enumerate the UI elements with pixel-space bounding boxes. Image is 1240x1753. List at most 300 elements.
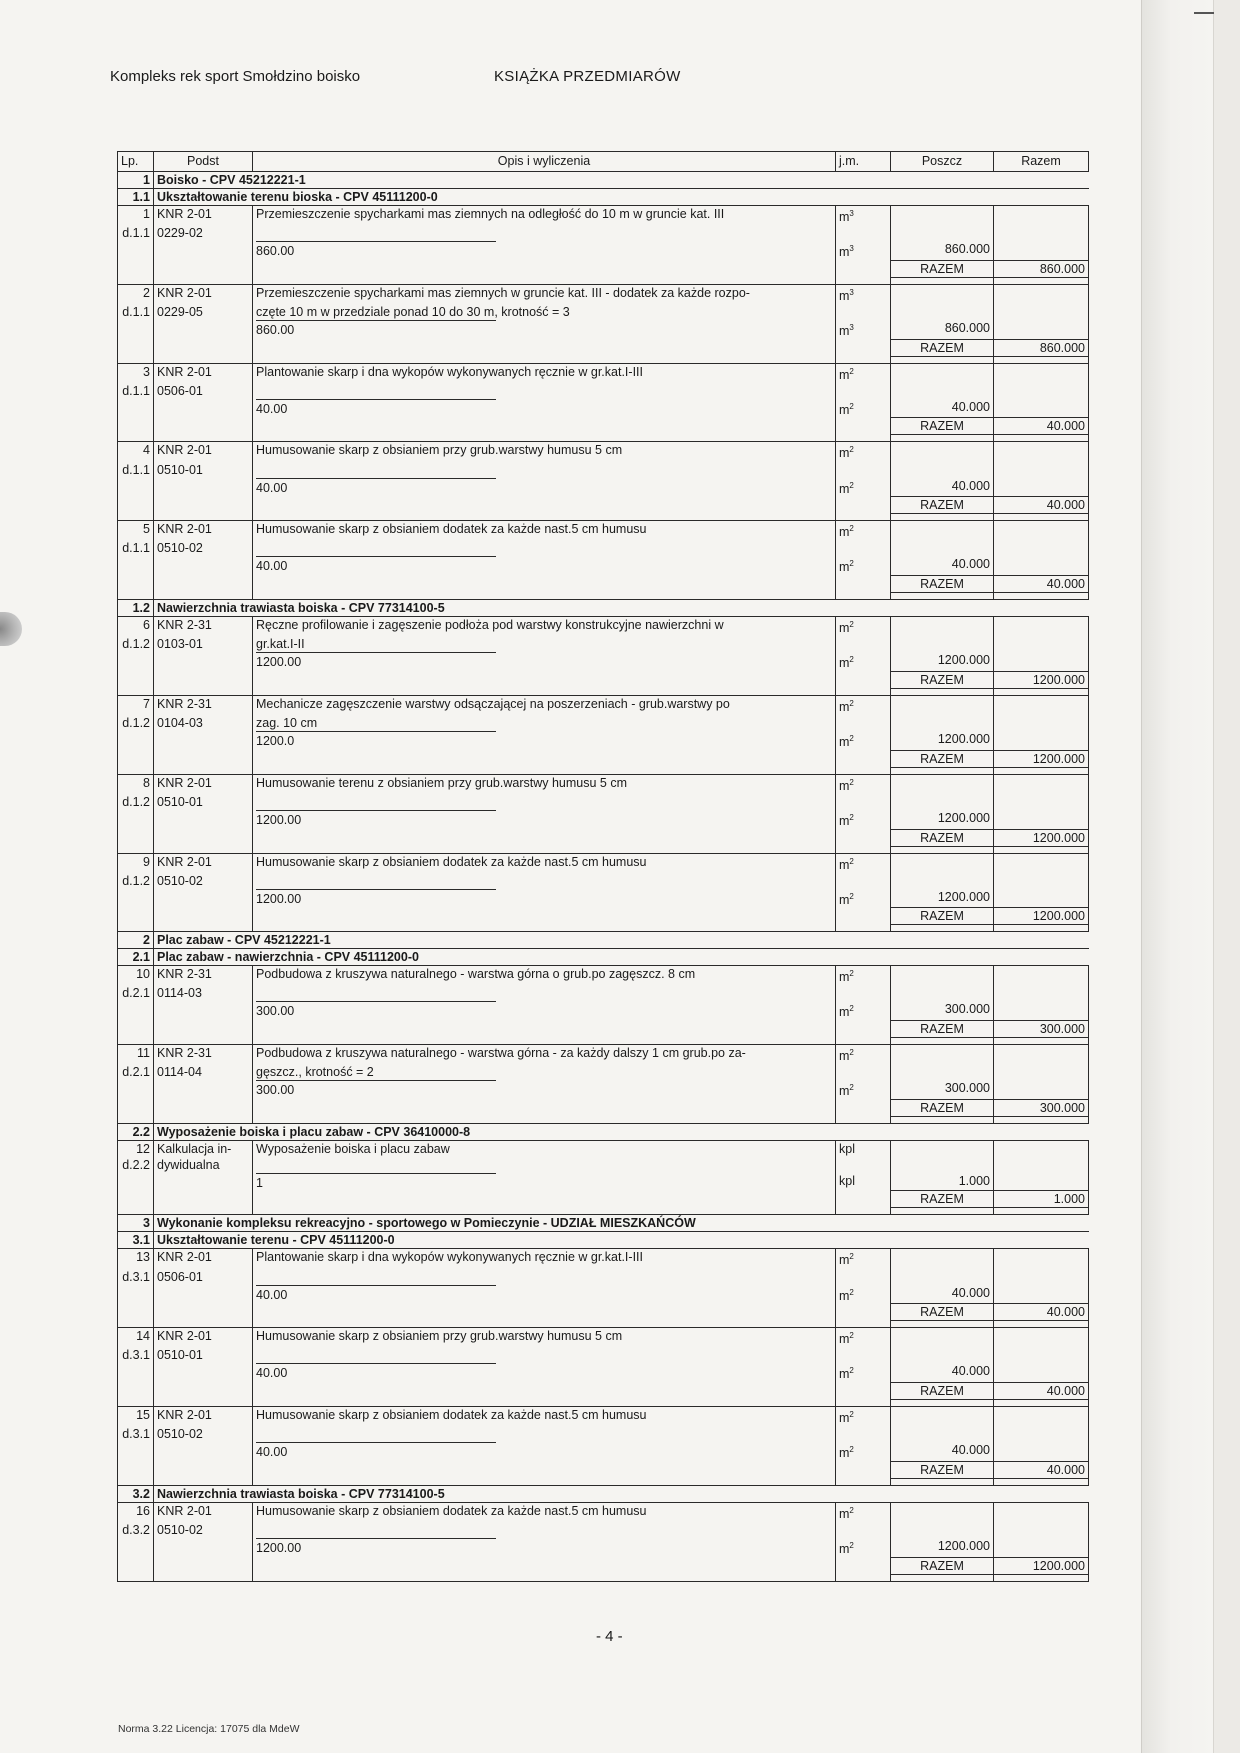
- blank-cell: [154, 908, 253, 925]
- unit-text: m: [839, 735, 850, 750]
- item-basis-line2: 0510-01: [154, 794, 253, 810]
- blank-cell: [118, 1442, 154, 1461]
- section-title: Ukształtowanie terenu - CPV 45111200-0: [154, 1232, 1089, 1249]
- item-basis-line1: KNR 2-01: [154, 521, 253, 541]
- item-ref: d.2.2: [118, 1157, 154, 1173]
- blank-cell: [836, 1038, 891, 1045]
- blank-cell: [891, 1426, 994, 1442]
- item-row-cont: [118, 1347, 1089, 1363]
- section-number: 3.1: [118, 1232, 154, 1249]
- item-razem-empty: [994, 774, 1089, 794]
- blank-cell: [253, 1304, 836, 1321]
- item-calc-row: [118, 399, 1089, 418]
- item-basis-line2: 0229-02: [154, 225, 253, 241]
- blank-cell: [154, 576, 253, 593]
- calculation-value: 40.00: [256, 399, 496, 417]
- blank-cell: [836, 1347, 891, 1363]
- blank-cell: [253, 497, 836, 514]
- item-description-line2: zag. 10 cm: [253, 715, 836, 731]
- section-number: 3.2: [118, 1485, 154, 1502]
- blank-cell: [118, 1478, 154, 1485]
- unit-text: m: [839, 814, 850, 828]
- blank-cell: [154, 688, 253, 695]
- item-calc-row: [118, 1538, 1089, 1557]
- item-razem-row: [118, 829, 1089, 846]
- item-ref: d.2.1: [118, 1064, 154, 1080]
- item-poszcz: 860.000: [891, 320, 994, 339]
- blank-cell: [154, 1574, 253, 1581]
- item-description-blank: [253, 985, 836, 1001]
- blank-cell: [253, 750, 836, 767]
- item-basis-line1: KNR 2-31: [154, 617, 253, 637]
- col-header-razem: Razem: [994, 152, 1089, 172]
- blank-cell: [836, 225, 891, 241]
- item-poszcz: 1200.000: [891, 1538, 994, 1557]
- blank-cell: [994, 1285, 1089, 1304]
- blank-cell: [836, 767, 891, 774]
- unit-exponent: 2: [849, 1048, 854, 1058]
- razem-label: RAZEM: [891, 497, 994, 514]
- blank-cell: [994, 1442, 1089, 1461]
- blank-cell: [118, 810, 154, 829]
- unit-text: m: [839, 892, 850, 907]
- item-unit: [836, 617, 891, 637]
- item-razem: 40.000: [994, 1461, 1089, 1478]
- item-description-blank: [253, 462, 836, 478]
- item-row: [118, 363, 1089, 383]
- blank-cell: [118, 829, 154, 846]
- item-row-cont: [118, 383, 1089, 399]
- unit-text: m: [839, 1332, 850, 1347]
- blank-cell: [836, 356, 891, 363]
- item-calculation: [253, 1080, 836, 1099]
- blank-cell: [994, 925, 1089, 932]
- unit-exponent: 2: [849, 734, 854, 744]
- blank-cell: [836, 1157, 891, 1173]
- item-razem: 40.000: [994, 1304, 1089, 1321]
- item-description-line1: Wyposażenie boiska i placu zabaw: [253, 1140, 836, 1157]
- item-poszcz: 40.000: [891, 1285, 994, 1304]
- item-unit-result: [836, 241, 891, 260]
- item-basis-line1: Kalkulacja in-: [154, 1140, 253, 1157]
- blank-cell: [994, 1426, 1089, 1442]
- unit-exponent: 2: [849, 480, 854, 490]
- item-calc-row: [118, 652, 1089, 671]
- blank-cell: [118, 356, 154, 363]
- blank-cell: [253, 1191, 836, 1208]
- item-ref: d.1.2: [118, 873, 154, 889]
- item-calculation: [253, 241, 836, 260]
- table-header-row: [118, 152, 1089, 172]
- item-number: 12: [118, 1140, 154, 1157]
- item-unit: [836, 1407, 891, 1427]
- item-poszcz-empty: [891, 206, 994, 226]
- blank-cell: [118, 418, 154, 435]
- unit-exponent: 2: [849, 856, 854, 866]
- blank-cell: [118, 260, 154, 277]
- section-title: Ukształtowanie terenu bioska - CPV 45111200-0: [154, 189, 1089, 206]
- calculation-value: 1200.00: [256, 889, 496, 907]
- item-number: 3: [118, 363, 154, 383]
- item-razem: 1200.000: [994, 750, 1089, 767]
- item-description-blank: [253, 794, 836, 810]
- blank-cell: [154, 652, 253, 671]
- unit-exponent: 2: [849, 401, 854, 411]
- item-description-line1: Humusowanie skarp z obsianiem przy grub.warstwy humusu 5 cm: [253, 442, 836, 462]
- item-spacer: [118, 1208, 1089, 1215]
- unit-exponent: 3: [849, 287, 854, 297]
- blank-cell: [118, 320, 154, 339]
- item-spacer: [118, 1116, 1089, 1123]
- blank-cell: [836, 794, 891, 810]
- blank-cell: [118, 1461, 154, 1478]
- blank-cell: [994, 715, 1089, 731]
- blank-cell: [154, 1321, 253, 1328]
- blank-cell: [253, 1383, 836, 1400]
- section-number: 2: [118, 932, 154, 949]
- paper-stack-edge-outer: [1213, 0, 1240, 1753]
- item-basis-line2: 0510-01: [154, 462, 253, 478]
- punch-hole: [0, 612, 22, 646]
- item-unit: [836, 1140, 891, 1157]
- item-poszcz: 860.000: [891, 241, 994, 260]
- blank-cell: [118, 277, 154, 284]
- blank-cell: [994, 1574, 1089, 1581]
- blank-cell: [154, 1400, 253, 1407]
- blank-cell: [118, 767, 154, 774]
- razem-label: RAZEM: [891, 339, 994, 356]
- blank-cell: [994, 1038, 1089, 1045]
- blank-cell: [836, 1461, 891, 1478]
- item-row: [118, 1407, 1089, 1427]
- blank-cell: [253, 593, 836, 600]
- blank-cell: [154, 1363, 253, 1382]
- blank-cell: [118, 514, 154, 521]
- item-description-blank: [253, 1347, 836, 1363]
- blank-cell: [994, 540, 1089, 556]
- unit-text: m: [839, 1446, 850, 1461]
- section-number: 2.2: [118, 1123, 154, 1140]
- unit-exponent: 2: [849, 1445, 854, 1455]
- razem-label: RAZEM: [891, 260, 994, 277]
- item-unit: [836, 363, 891, 383]
- unit-text: m: [839, 778, 850, 793]
- blank-cell: [994, 846, 1089, 853]
- blank-cell: [118, 908, 154, 925]
- item-razem-empty: [994, 284, 1089, 304]
- section-row: [118, 189, 1089, 206]
- unit-exponent: 2: [849, 698, 854, 708]
- item-ref: d.2.1: [118, 985, 154, 1001]
- calculation-value: 860.00: [256, 320, 496, 338]
- blank-cell: [994, 873, 1089, 889]
- blank-cell: [154, 1461, 253, 1478]
- item-unit: [836, 966, 891, 986]
- item-razem-row: [118, 576, 1089, 593]
- item-razem: 300.000: [994, 1099, 1089, 1116]
- item-spacer: [118, 277, 1089, 284]
- item-razem-row: [118, 908, 1089, 925]
- blank-cell: [836, 497, 891, 514]
- blank-cell: [118, 1208, 154, 1215]
- blank-cell: [118, 339, 154, 356]
- blank-cell: [891, 462, 994, 478]
- item-razem-row: [118, 260, 1089, 277]
- blank-cell: [253, 514, 836, 521]
- blank-cell: [253, 435, 836, 442]
- blank-cell: [154, 846, 253, 853]
- unit-exponent: 2: [849, 655, 854, 665]
- blank-cell: [994, 1080, 1089, 1099]
- item-basis-line2: 0114-03: [154, 985, 253, 1001]
- blank-cell: [836, 925, 891, 932]
- item-ref: d.3.1: [118, 1426, 154, 1442]
- item-razem-row: [118, 671, 1089, 688]
- blank-cell: [253, 260, 836, 277]
- blank-cell: [253, 1557, 836, 1574]
- section-row: [118, 600, 1089, 617]
- unit-exponent: 2: [849, 524, 854, 534]
- item-row-cont: [118, 873, 1089, 889]
- item-razem-empty: [994, 442, 1089, 462]
- item-description-line1: Plantowanie skarp i dna wykopów wykonywanych ręcznie w gr.kat.I-III: [253, 1249, 836, 1269]
- blank-cell: [994, 1208, 1089, 1215]
- blank-cell: [154, 1173, 253, 1191]
- razem-label: RAZEM: [891, 418, 994, 435]
- item-number: 5: [118, 521, 154, 541]
- item-poszcz: 300.000: [891, 1080, 994, 1099]
- item-poszcz-empty: [891, 1249, 994, 1269]
- blank-cell: [836, 1116, 891, 1123]
- item-row-cont: [118, 304, 1089, 320]
- item-razem: 1200.000: [994, 1557, 1089, 1574]
- blank-cell: [891, 1157, 994, 1173]
- edge-mark: [1194, 12, 1214, 14]
- item-poszcz-empty: [891, 617, 994, 637]
- item-description-blank: [253, 540, 836, 556]
- unit-text: m: [839, 621, 850, 636]
- item-razem-empty: [994, 1502, 1089, 1522]
- blank-cell: [891, 593, 994, 600]
- item-poszcz: 1200.000: [891, 889, 994, 908]
- blank-cell: [154, 889, 253, 908]
- blank-cell: [994, 1538, 1089, 1557]
- item-row-cont: [118, 794, 1089, 810]
- unit-text: m: [839, 367, 850, 382]
- item-razem-empty: [994, 966, 1089, 986]
- blank-cell: [836, 1208, 891, 1215]
- unit-exponent: 3: [849, 209, 854, 218]
- blank-cell: [994, 1173, 1089, 1191]
- blank-cell: [154, 339, 253, 356]
- unit-exponent: 2: [849, 366, 854, 376]
- item-row: [118, 966, 1089, 986]
- blank-cell: [118, 1021, 154, 1038]
- blank-cell: [891, 1574, 994, 1581]
- unit-exponent: 2: [849, 559, 854, 569]
- blank-cell: [836, 1574, 891, 1581]
- item-razem: 40.000: [994, 497, 1089, 514]
- item-spacer: [118, 925, 1089, 932]
- item-spacer: [118, 767, 1089, 774]
- item-number: 11: [118, 1045, 154, 1065]
- section-row: [118, 1215, 1089, 1232]
- item-unit: [836, 442, 891, 462]
- unit-text: kpl: [839, 1141, 855, 1156]
- item-razem-row: [118, 339, 1089, 356]
- item-basis-line2: 0510-02: [154, 1522, 253, 1538]
- item-calculation: [253, 399, 836, 418]
- item-row-cont: [118, 225, 1089, 241]
- item-basis-line2: 0510-01: [154, 1347, 253, 1363]
- item-description-line2: częte 10 m w przedziale ponad 10 do 30 m, krotność = 3: [253, 304, 836, 320]
- unit-exponent: 2: [849, 1505, 854, 1515]
- item-unit-result: [836, 1001, 891, 1020]
- blank-cell: [994, 1157, 1089, 1173]
- item-calculation: [253, 1285, 836, 1304]
- item-unit: [836, 1249, 891, 1269]
- razem-label: RAZEM: [891, 829, 994, 846]
- item-razem-empty: [994, 695, 1089, 715]
- item-unit-result: [836, 556, 891, 575]
- section-title: Wyposażenie boiska i placu zabaw - CPV 36410000-8: [154, 1123, 1089, 1140]
- blank-cell: [118, 1321, 154, 1328]
- blank-cell: [154, 750, 253, 767]
- blank-cell: [891, 1064, 994, 1080]
- blank-cell: [891, 383, 994, 399]
- blank-cell: [154, 1021, 253, 1038]
- item-basis-line2: 0229-05: [154, 304, 253, 320]
- blank-cell: [118, 576, 154, 593]
- blank-cell: [994, 478, 1089, 497]
- col-header-poszcz: Poszcz: [891, 152, 994, 172]
- item-ref: d.1.1: [118, 304, 154, 320]
- blank-cell: [891, 304, 994, 320]
- item-unit-result: [836, 652, 891, 671]
- blank-cell: [836, 304, 891, 320]
- item-number: 14: [118, 1328, 154, 1348]
- blank-cell: [253, 1461, 836, 1478]
- unit-exponent: 2: [849, 1410, 854, 1420]
- blank-cell: [994, 593, 1089, 600]
- blank-cell: [994, 304, 1089, 320]
- blank-cell: [253, 671, 836, 688]
- item-razem: 40.000: [994, 1383, 1089, 1400]
- item-unit-result: [836, 1363, 891, 1382]
- section-title: Wykonanie kompleksu rekreacyjno - sportowego w Pomieczynie - UDZIAŁ MIESZKAŃCÓW: [154, 1215, 1089, 1232]
- table-body: [118, 172, 1089, 1582]
- blank-cell: [836, 715, 891, 731]
- blank-cell: [253, 846, 836, 853]
- blank-cell: [118, 1116, 154, 1123]
- blank-cell: [154, 925, 253, 932]
- blank-cell: [253, 576, 836, 593]
- blank-cell: [994, 731, 1089, 750]
- blank-cell: [994, 241, 1089, 260]
- blank-cell: [994, 1001, 1089, 1020]
- blank-cell: [118, 497, 154, 514]
- item-description-line1: Humusowanie skarp z obsianiem dodatek za każde nast.5 cm humusu: [253, 1407, 836, 1427]
- blank-cell: [118, 925, 154, 932]
- item-poszcz: 1200.000: [891, 810, 994, 829]
- item-poszcz-empty: [891, 853, 994, 873]
- item-row-cont: [118, 1522, 1089, 1538]
- calculation-value: 1200.00: [256, 810, 496, 828]
- unit-exponent: 2: [849, 1004, 854, 1014]
- blank-cell: [118, 1173, 154, 1191]
- unit-text: m: [839, 402, 850, 417]
- item-basis-line2: 0103-01: [154, 636, 253, 652]
- item-row-cont: [118, 715, 1089, 731]
- item-poszcz-empty: [891, 1045, 994, 1065]
- item-number: 4: [118, 442, 154, 462]
- blank-cell: [253, 1574, 836, 1581]
- item-basis-line1: KNR 2-01: [154, 1502, 253, 1522]
- col-header-jm: j.m.: [836, 152, 891, 172]
- item-razem-row: [118, 1383, 1089, 1400]
- item-poszcz-empty: [891, 774, 994, 794]
- blank-cell: [253, 1116, 836, 1123]
- unit-text: m: [839, 525, 850, 540]
- blank-cell: [154, 514, 253, 521]
- blank-cell: [118, 671, 154, 688]
- item-row-cont: [118, 636, 1089, 652]
- item-basis-line2: dywidualna: [154, 1157, 253, 1173]
- item-row-cont: [118, 1269, 1089, 1285]
- item-razem-empty: [994, 1045, 1089, 1065]
- item-razem: 40.000: [994, 418, 1089, 435]
- blank-cell: [154, 320, 253, 339]
- item-calc-row: [118, 241, 1089, 260]
- item-description-line2: gr.kat.I-II: [253, 636, 836, 652]
- blank-cell: [836, 260, 891, 277]
- item-razem-row: [118, 1021, 1089, 1038]
- item-calculation: [253, 731, 836, 750]
- blank-cell: [253, 1478, 836, 1485]
- item-razem-empty: [994, 853, 1089, 873]
- calculation-value: 1200.00: [256, 1538, 496, 1556]
- blank-cell: [994, 277, 1089, 284]
- blank-cell: [154, 497, 253, 514]
- item-razem: 1200.000: [994, 671, 1089, 688]
- blank-cell: [154, 1442, 253, 1461]
- item-unit: [836, 695, 891, 715]
- item-razem: 300.000: [994, 1021, 1089, 1038]
- razem-label: RAZEM: [891, 1461, 994, 1478]
- blank-cell: [118, 1383, 154, 1400]
- item-poszcz: 40.000: [891, 556, 994, 575]
- item-description-blank: [253, 1157, 836, 1173]
- blank-cell: [253, 688, 836, 695]
- section-row: [118, 932, 1089, 949]
- section-title: Plac zabaw - CPV 45212221-1: [154, 932, 1089, 949]
- item-calc-row: [118, 1285, 1089, 1304]
- blank-cell: [118, 1001, 154, 1020]
- item-calculation: [253, 320, 836, 339]
- item-unit-result: [836, 1080, 891, 1099]
- item-razem: 40.000: [994, 576, 1089, 593]
- blank-cell: [891, 688, 994, 695]
- item-row: [118, 617, 1089, 637]
- item-calc-row: [118, 320, 1089, 339]
- item-razem-empty: [994, 1328, 1089, 1348]
- item-unit-result: [836, 399, 891, 418]
- blank-cell: [836, 418, 891, 435]
- blank-cell: [836, 1021, 891, 1038]
- footer-license: Norma 3.22 Licencja: 17075 dla MdeW: [118, 1723, 300, 1735]
- item-razem-row: [118, 418, 1089, 435]
- item-description-line1: Przemieszczenie spycharkami mas ziemnych na odległość do 10 m w gruncie kat. III: [253, 206, 836, 226]
